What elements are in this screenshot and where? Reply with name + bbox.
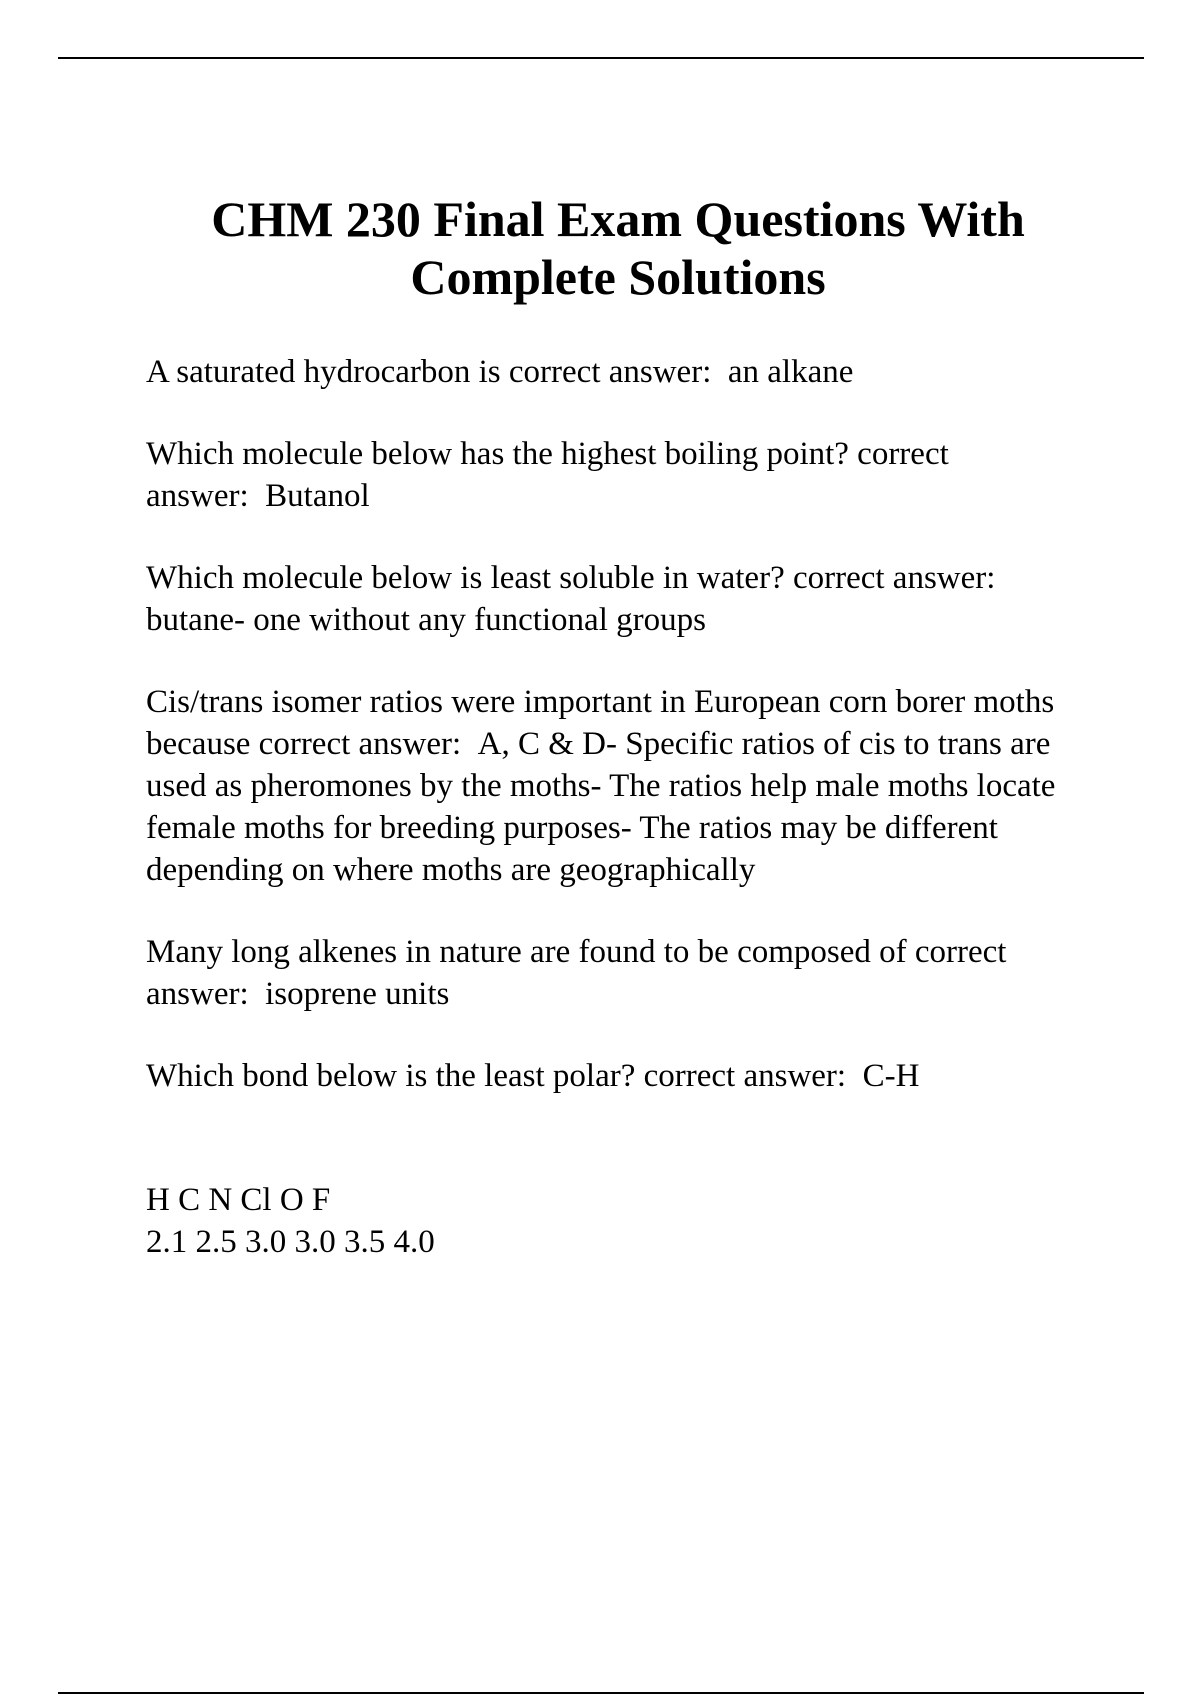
title-line-1: CHM 230 Final Exam Questions With (211, 191, 1025, 247)
electronegativity-values: 2.1 2.5 3.0 3.0 3.5 4.0 (146, 1224, 435, 1260)
question-text: A saturated hydrocarbon is correct answer: (146, 354, 712, 390)
top-rule (58, 57, 1144, 59)
spacer (146, 1137, 1086, 1179)
bottom-rule (58, 1692, 1144, 1694)
page-title (100, 190, 1136, 306)
qa-item-1 (146, 351, 1086, 393)
title-block (100, 190, 1136, 306)
question-text: Which molecule below is least soluble in water? correct answer: (146, 560, 996, 596)
title-line-2: Complete Solutions (410, 249, 826, 305)
qa-item-6 (146, 1055, 1086, 1097)
answer-text: Butanol (265, 478, 370, 514)
answer-text: isoprene units (265, 976, 450, 1012)
answer-text: A, C & D- Specific ratios of cis to trans are used as pheromones by the moths- The ratios help male moths locate female moths for breeding purposes- The ratios may be different depending on where moths are geographically (146, 726, 1056, 888)
qa-item-3 (146, 557, 1086, 641)
electronegativity-table (146, 1179, 1086, 1263)
qa-content (146, 351, 1086, 1263)
question-text: Which molecule below has the highest boiling point? correct answer: (146, 436, 949, 514)
element-symbols: H C N Cl O F (146, 1182, 331, 1218)
question-text: Which bond below is the least polar? correct answer: (146, 1058, 847, 1094)
question-text: Cis/trans isomer ratios were important in European corn borer moths because correct answer: (146, 684, 1055, 762)
answer-text: an alkane (727, 354, 854, 390)
qa-item-2 (146, 433, 1086, 517)
answer-text: C-H (862, 1058, 920, 1094)
qa-item-4 (146, 681, 1086, 891)
question-text: Many long alkenes in nature are found to be composed of correct answer: (146, 934, 1007, 1012)
answer-text: butane- one without any functional groups (146, 602, 706, 638)
qa-item-5 (146, 931, 1086, 1015)
